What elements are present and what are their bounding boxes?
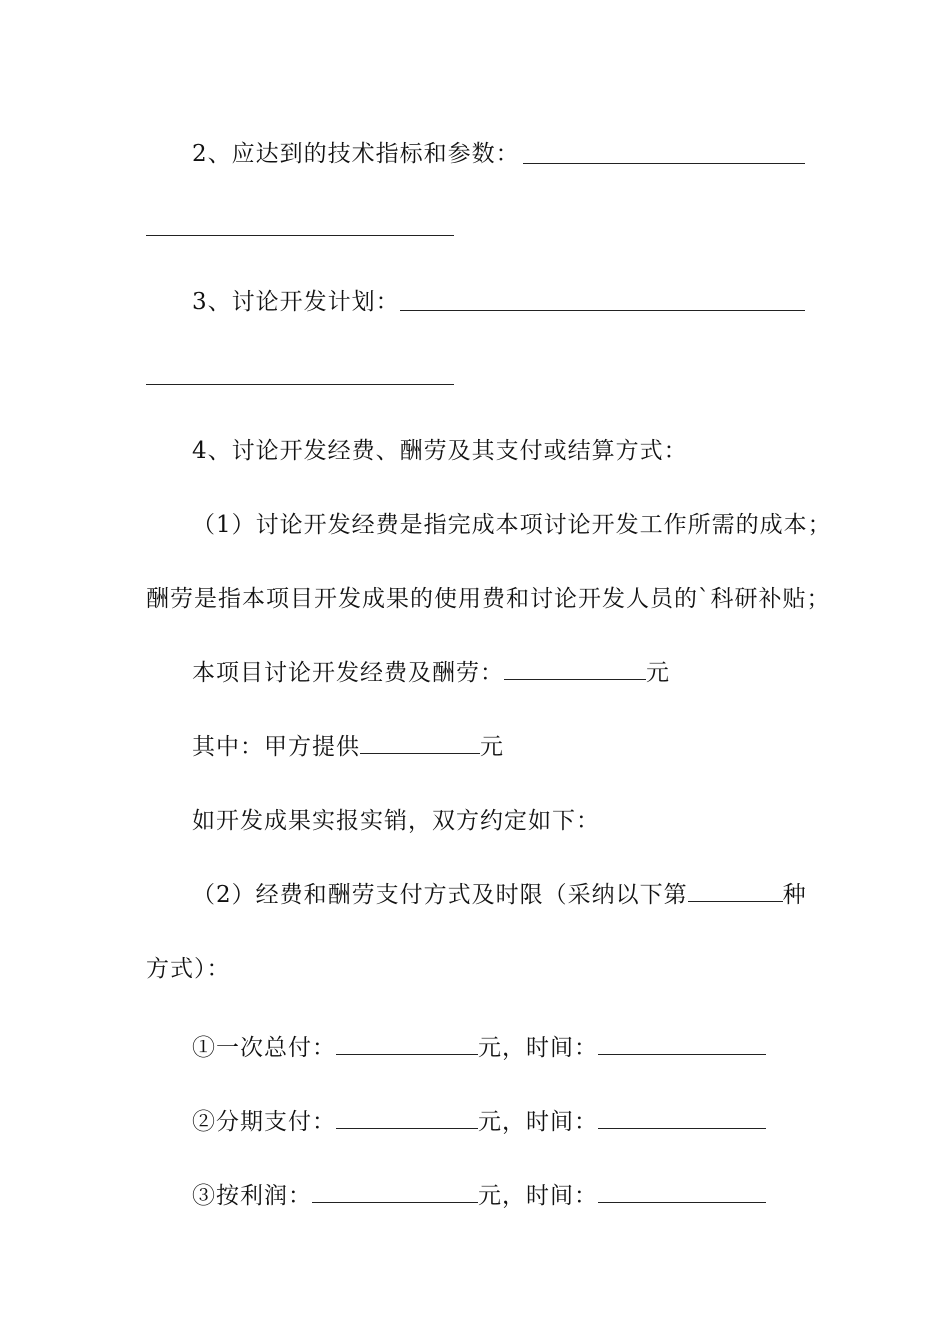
clause-4-2-tail: 种 — [782, 882, 807, 908]
clause-4-2-line-2 — [146, 954, 231, 984]
clause-3-blank-1[interactable] — [400, 310, 805, 311]
party-a-blank[interactable] — [360, 733, 480, 754]
clause-4 — [192, 436, 688, 466]
option-3-time-blank[interactable] — [598, 1182, 766, 1203]
clause-4-2-text-b: 方式）： — [146, 956, 231, 982]
clause-4-text: 4、讨论开发经费、酬劳及其支付或结算方式： — [192, 438, 688, 464]
clause-2-blank-1[interactable] — [523, 163, 805, 164]
option-2-label: ②分期支付： — [192, 1109, 336, 1135]
fee-label: 本项目讨论开发经费及酬劳： — [192, 660, 504, 686]
fee-blank[interactable] — [504, 659, 646, 680]
option-2-line — [192, 1107, 766, 1137]
clause-2-blank-2[interactable] — [146, 235, 454, 236]
option-2-unit: 元，时间： — [478, 1109, 598, 1135]
clause-4-2-text-a: （2）经费和酬劳支付方式及时限（采纳以下第 — [192, 882, 688, 908]
option-3-unit: 元，时间： — [478, 1183, 598, 1209]
clause-4-2-line-1 — [192, 880, 807, 910]
reimburse-line — [192, 806, 600, 836]
option-3-line — [192, 1181, 766, 1211]
party-a-line — [192, 732, 504, 762]
clause-3 — [192, 287, 400, 317]
clause-4-1-text-a: （1）讨论开发经费是指完成本项讨论开发工作所需的成本； — [192, 512, 832, 538]
clause-3-text: 3、讨论开发计划： — [192, 289, 400, 315]
option-2-amount-blank[interactable] — [336, 1108, 478, 1129]
clause-4-1-text-b: 酬劳是指本项目开发成果的使用费和讨论开发人员的`科研补贴； — [146, 586, 831, 612]
clause-3-blank-2[interactable] — [146, 384, 454, 385]
option-1-line — [192, 1033, 766, 1063]
option-1-unit: 元，时间： — [478, 1035, 598, 1061]
option-3-label: ③按利润： — [192, 1183, 312, 1209]
option-2-time-blank[interactable] — [598, 1108, 766, 1129]
option-1-time-blank[interactable] — [598, 1034, 766, 1055]
fee-line — [192, 658, 670, 688]
option-3-amount-blank[interactable] — [312, 1182, 478, 1203]
clause-2-text: 2、应达到的技术指标和参数： — [192, 141, 520, 167]
clause-2 — [192, 139, 520, 169]
method-number-blank[interactable] — [688, 881, 783, 902]
option-1-label: ①一次总付： — [192, 1035, 336, 1061]
party-a-unit: 元 — [480, 734, 504, 760]
fee-unit: 元 — [646, 660, 670, 686]
option-1-amount-blank[interactable] — [336, 1034, 478, 1055]
clause-4-1-line-1 — [192, 510, 832, 540]
party-a-label: 其中：甲方提供 — [192, 734, 360, 760]
clause-4-1-line-2 — [146, 584, 831, 614]
reimburse-text: 如开发成果实报实销，双方约定如下： — [192, 808, 600, 834]
